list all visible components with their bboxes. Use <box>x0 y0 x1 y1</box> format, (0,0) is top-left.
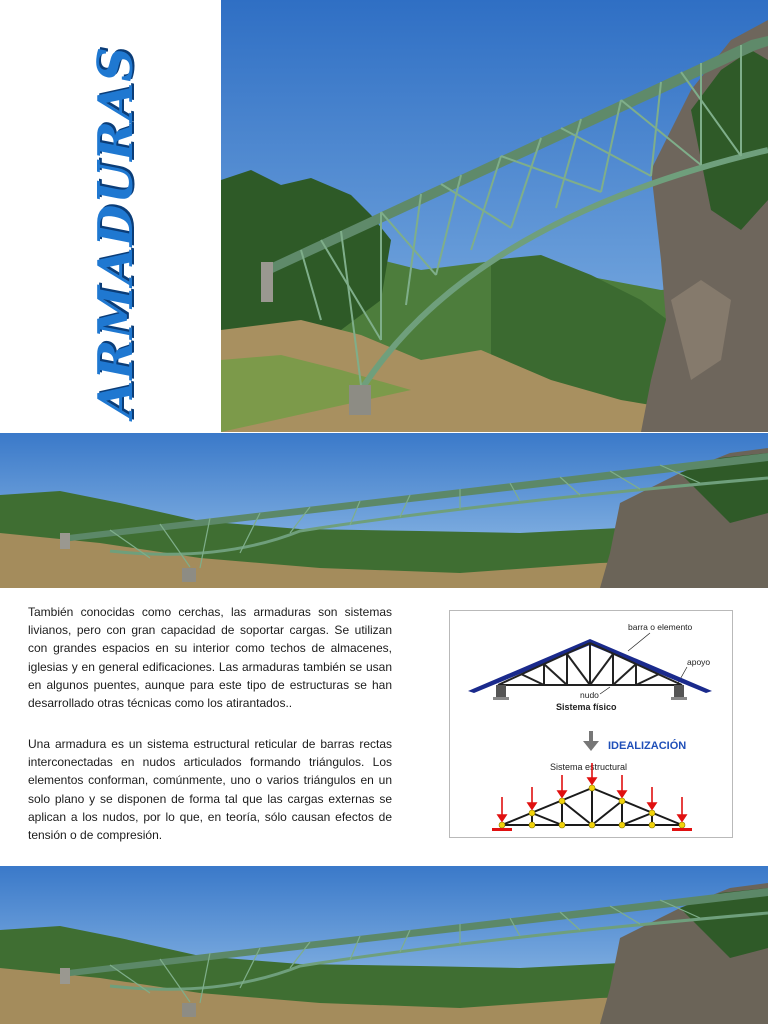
label-nudo: nudo <box>580 690 599 700</box>
arrow-down-icon <box>583 731 599 751</box>
bridge-panorama <box>0 433 768 588</box>
leader-line <box>600 687 610 694</box>
title-column <box>0 0 221 432</box>
definition-paragraph: Una armadura es un sistema estructural reticular de barras rectas interconectadas en nudos articulados formando triángulos. Los elementos conforman, comúnmente, uno o varios triángulos en un solo plano y se disponen de forma tal que las cargas externas se aplican a los nudos, por lo que, en teoría, sólo causan efectos de tensión o de compresión. <box>28 737 392 843</box>
leader-line <box>628 633 650 651</box>
truss-diagram <box>449 610 733 838</box>
intro-paragraph: También conocidas como cerchas, las armaduras son sistemas livianos, pero con gran capacidad de soportar cargas. Se utilizan con grandes espacios en su interior como techos de almacenes, iglesias y en general edificaciones. Las armaduras también se usan en algunos puentes, aunque para este tipo de estructuras se han desarrollado otras técnicas como los atirantados.. <box>28 605 392 711</box>
page-title: ARMADURAS <box>88 46 144 418</box>
label-sistema-estructural: Sistema estructural <box>550 762 628 772</box>
structural-truss <box>492 763 692 831</box>
label-apoyo: apoyo <box>687 657 711 667</box>
bridge-panorama <box>0 866 768 1024</box>
label-sistema-fisico: Sistema físico <box>556 702 617 712</box>
label-barra: barra o elemento <box>628 622 693 632</box>
bridge-photo <box>221 0 768 432</box>
label-idealizacion: IDEALIZACIÓN <box>608 740 687 752</box>
